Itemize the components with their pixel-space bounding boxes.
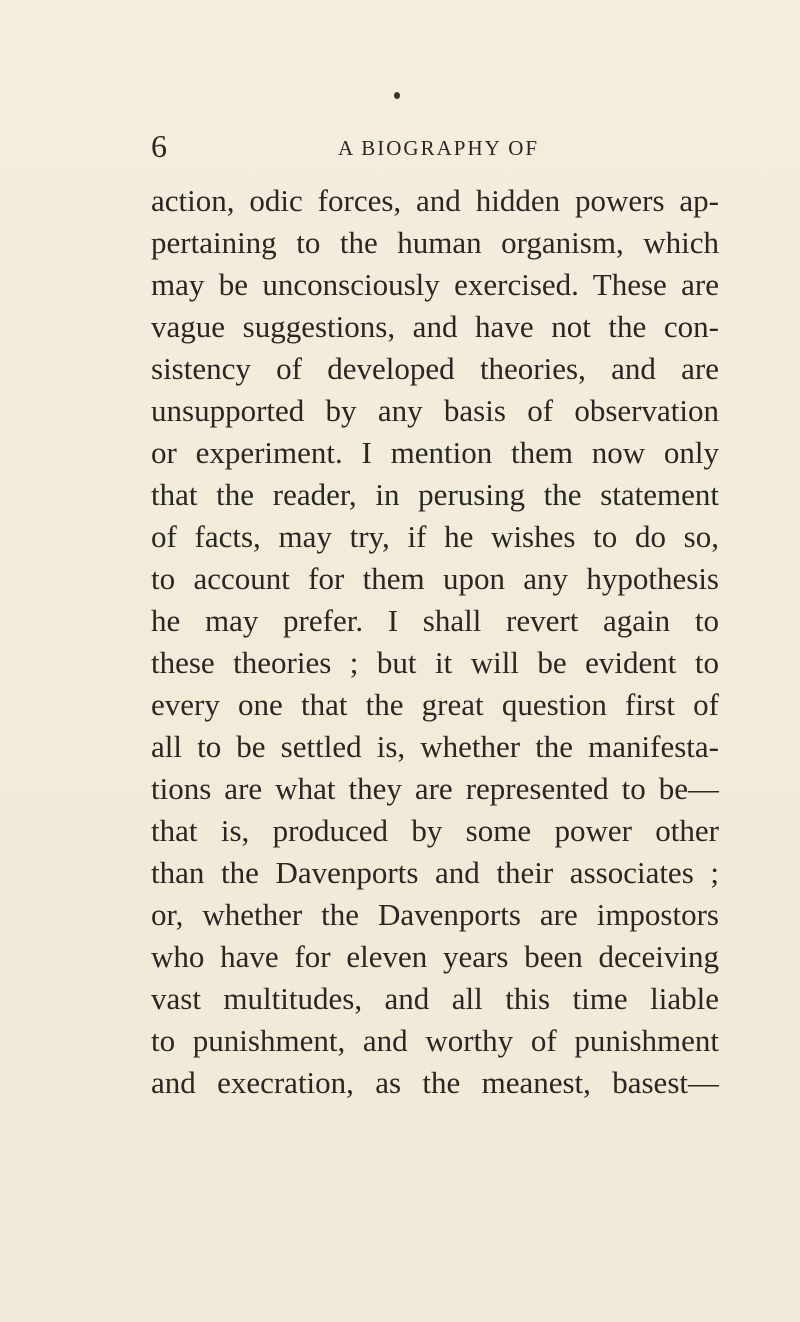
text-line: that the reader, in perusing the statement xyxy=(151,477,719,512)
text-line: and execration, as the meanest, basest— xyxy=(151,1065,719,1100)
text-line: pertaining to the human organism, which xyxy=(151,225,719,260)
page-number: 6 xyxy=(151,128,167,164)
text-line: or, whether the Davenports are impostors xyxy=(151,897,719,932)
running-head: A BIOGRAPHY OF xyxy=(338,136,540,160)
text-line: action, odic forces, and hidden powers ap- xyxy=(151,183,719,218)
text-line: may be unconsciously exercised. These are xyxy=(151,267,719,302)
ink-dot xyxy=(394,92,400,99)
text-line: vague suggestions, and have not the con- xyxy=(151,309,719,344)
text-line: that is, produced by some power other xyxy=(151,813,719,848)
text-line: all to be settled is, whether the manifesta- xyxy=(151,729,719,764)
text-line: vast multitudes, and all this time liable xyxy=(151,981,719,1016)
page-header xyxy=(0,126,800,166)
text-line: these theories ; but it will be evident to xyxy=(151,645,719,680)
text-line: to punishment, and worthy of punishment xyxy=(151,1023,719,1058)
text-line: than the Davenports and their associates ; xyxy=(151,855,719,890)
text-line: to account for them upon any hypothesis xyxy=(151,561,719,596)
text-line: every one that the great question first of xyxy=(151,687,719,722)
text-line: or experiment. I mention them now only xyxy=(151,435,719,470)
body-paragraph xyxy=(151,180,719,1104)
text-line: who have for eleven years been deceiving xyxy=(151,939,719,974)
text-line: of facts, may try, if he wishes to do so, xyxy=(151,519,719,554)
text-line: he may prefer. I shall revert again to xyxy=(151,603,719,638)
text-line: unsupported by any basis of observation xyxy=(151,393,719,428)
text-line: tions are what they are represented to be— xyxy=(151,771,719,806)
text-line: sistency of developed theories, and are xyxy=(151,351,719,386)
